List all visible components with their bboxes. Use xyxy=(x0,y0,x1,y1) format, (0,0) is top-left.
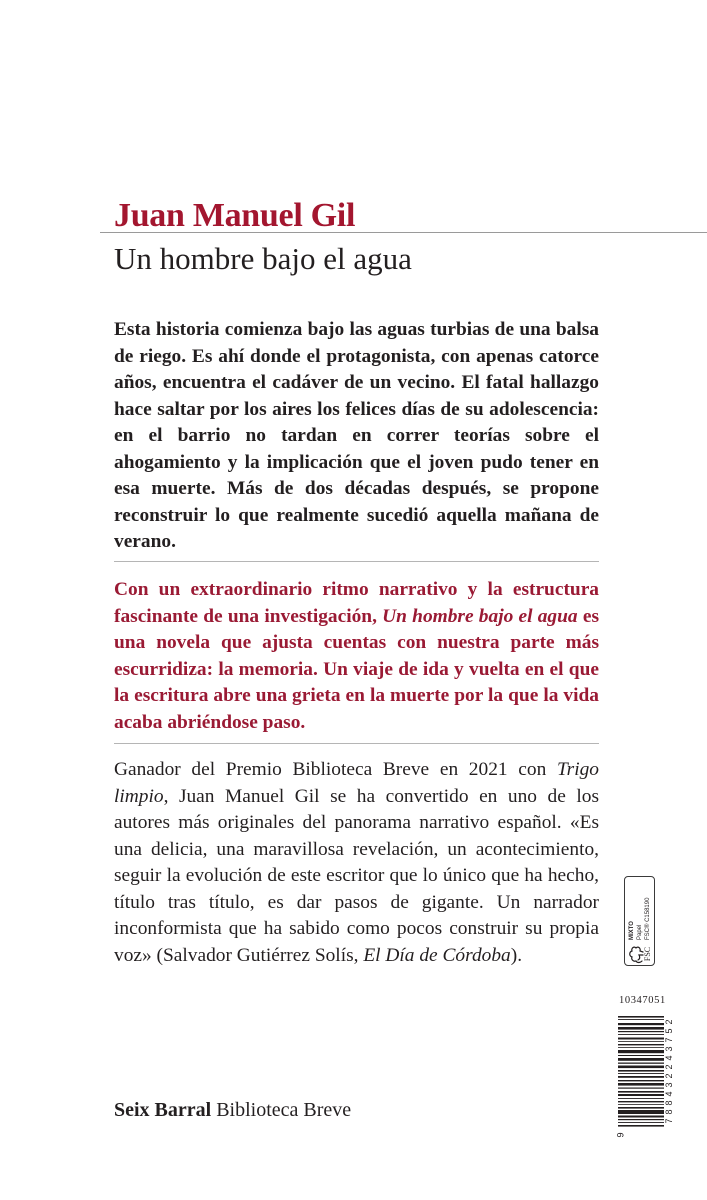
isbn-barcode xyxy=(615,1016,676,1146)
book-title: Un hombre bajo el agua xyxy=(114,241,412,276)
barcode-digit: 2 xyxy=(664,1073,674,1079)
barcode-first-digit: 9 xyxy=(615,1132,626,1138)
barcode-digit: 7 xyxy=(664,1037,674,1043)
prize-book-title: Trigo limpio xyxy=(114,759,599,807)
fsc-papel-label: Papel xyxy=(636,924,643,940)
publisher-name: Seix Barral xyxy=(114,1099,212,1121)
author-bio xyxy=(114,757,599,969)
synopsis xyxy=(114,317,599,556)
barcode-digit: 4 xyxy=(664,1055,674,1061)
barcode-digit: 7 xyxy=(664,1118,674,1124)
publisher-line xyxy=(114,1097,351,1123)
barcode-digit: 8 xyxy=(664,1109,674,1115)
bio-text-part2: , Juan Manuel Gil se ha convertido en uno de los autores más originales del panorama narrativo español. «Es una delicia, una maravillosa revelación, un acontecimiento, seguir la evolución de este escritor que lo único que ha hecho, título tras título, es dar pasos de gigante. Un narrador inconformista que ha sabido como pocos construir su propia voz» (Salvador Gutiérrez Solís, xyxy=(114,785,599,966)
pitch-title-italic: Un hombre bajo el agua xyxy=(382,605,578,627)
barcode-digit: 2 xyxy=(664,1064,674,1070)
barcode-digit: 4 xyxy=(664,1091,674,1097)
fsc-tree-icon xyxy=(628,943,652,965)
author-name: Juan Manuel Gil xyxy=(114,197,356,234)
barcode-digit: 8 xyxy=(664,1100,674,1106)
fsc-license: FSC® C158190 xyxy=(644,897,651,940)
bio-text-part3: ). xyxy=(510,944,523,966)
pitch-blurb xyxy=(114,577,599,736)
barcode-digit: 3 xyxy=(664,1082,674,1088)
barcode-digits xyxy=(664,1016,676,1128)
pitch-text xyxy=(114,577,599,736)
barcode-bars-icon xyxy=(618,1016,664,1128)
fsc-certification-badge xyxy=(624,876,655,966)
bio-text xyxy=(114,757,599,969)
pitch-text-part1: Con un extraordinario ritmo narrativo y la estructura fascinante de una investigación, xyxy=(114,579,599,627)
quote-source: El Día de Córdoba xyxy=(363,944,511,966)
fsc-mixto-label: MIXTO xyxy=(628,921,635,940)
synopsis-text: Esta historia comienza bajo las aguas turbias de una balsa de riego. Es ahí donde el protagonista, con apenas catorce años, encuentra el cadáver de un vecino. El fatal hallazgo hace saltar por los aires los felices días de su adolescencia: en el barrio no tardan en correr teorías sobre el ahogamiento y la implicación que el joven pudo tener en esa muerte. Más de dos décadas después, se propone reconstruir lo que realmente sucedió aquella mañana de verano. xyxy=(114,319,599,552)
collection-name: Biblioteca Breve xyxy=(216,1099,352,1121)
barcode-digit: 5 xyxy=(664,1028,674,1034)
divider-rule xyxy=(114,743,599,744)
pitch-text-part2: es una novela que ajusta cuentas con nuestra parte más escurridiza: la memoria. Un viaje de ida y vuelta en el que la escritura abre una grieta en la muerte por la que la vida acaba abriéndose paso. xyxy=(114,605,599,733)
fsc-logo-text: FSC xyxy=(642,946,652,962)
divider-rule xyxy=(114,561,599,562)
bio-text-part1: Ganador del Premio Biblioteca Breve en 2021 con xyxy=(114,759,557,780)
catalog-number: 10347051 xyxy=(619,995,666,1006)
barcode-digit: 3 xyxy=(664,1046,674,1052)
barcode-digit: 2 xyxy=(664,1019,674,1025)
